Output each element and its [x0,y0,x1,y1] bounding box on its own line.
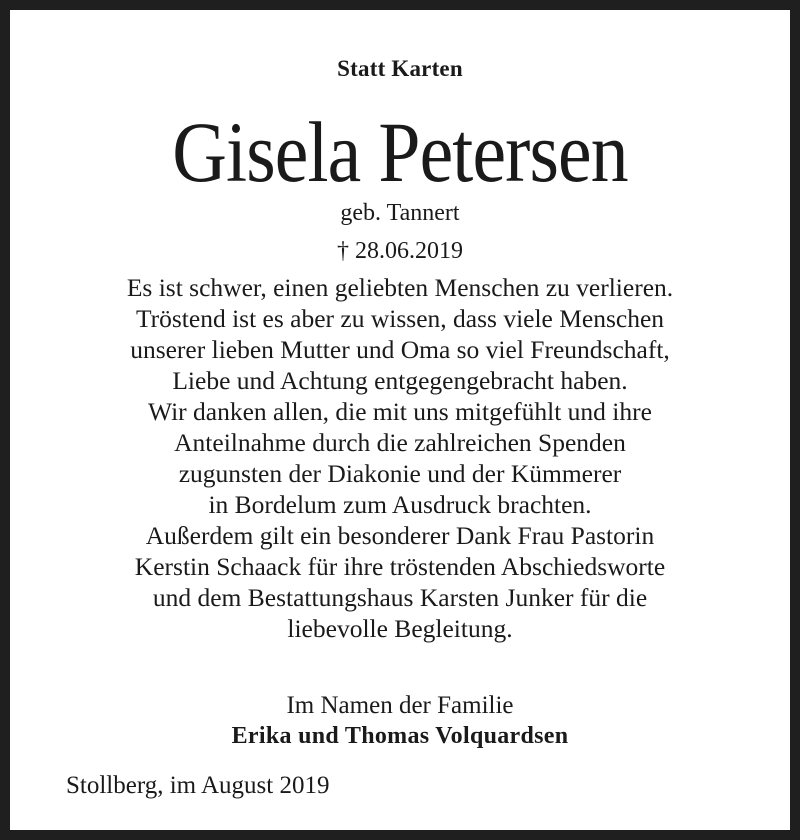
birth-name: geb. Tannert [340,200,460,226]
message-line: Anteilnahme durch die zahlreichen Spenden [174,428,626,457]
header-label: Statt Karten [337,56,463,81]
message-line: zugunsten der Diakonie und der Kümmerer [178,459,622,488]
message-line: Außerdem gilt ein besonderer Dank Frau Pastorin [145,521,655,550]
message-line: und dem Bestattungshaus Karsten Junker für die [152,583,648,612]
deceased-name: Gisela Petersen [172,104,628,200]
message-line: Liebe und Achtung entgegengebracht haben. [172,366,628,395]
death-date: † 28.06.2019 [337,238,463,264]
closing-text: Im Namen der Familie [286,692,514,719]
message-line: unserer lieben Mutter und Oma so viel Freundschaft, [130,335,670,364]
message-line: Kerstin Schaack für ihre tröstenden Abschiedsworte [134,552,666,581]
notice-content [20,20,780,820]
message-line: Tröstend ist es aber zu wissen, dass viele Menschen [135,304,665,333]
message-line: in Bordelum zum Ausdruck brachten. [208,490,592,519]
signers-names: Erika und Thomas Volquardsen [231,723,569,749]
closing-block [20,690,780,752]
message-text [20,272,780,644]
message-line: Es ist schwer, einen geliebten Menschen zu verlieren. [126,273,674,302]
place-date: Stollberg, im August 2019 [66,772,330,799]
message-line: liebevolle Begleitung. [287,614,513,643]
message-line: Wir danken allen, die mit uns mitgefühlt und ihre [148,397,652,426]
